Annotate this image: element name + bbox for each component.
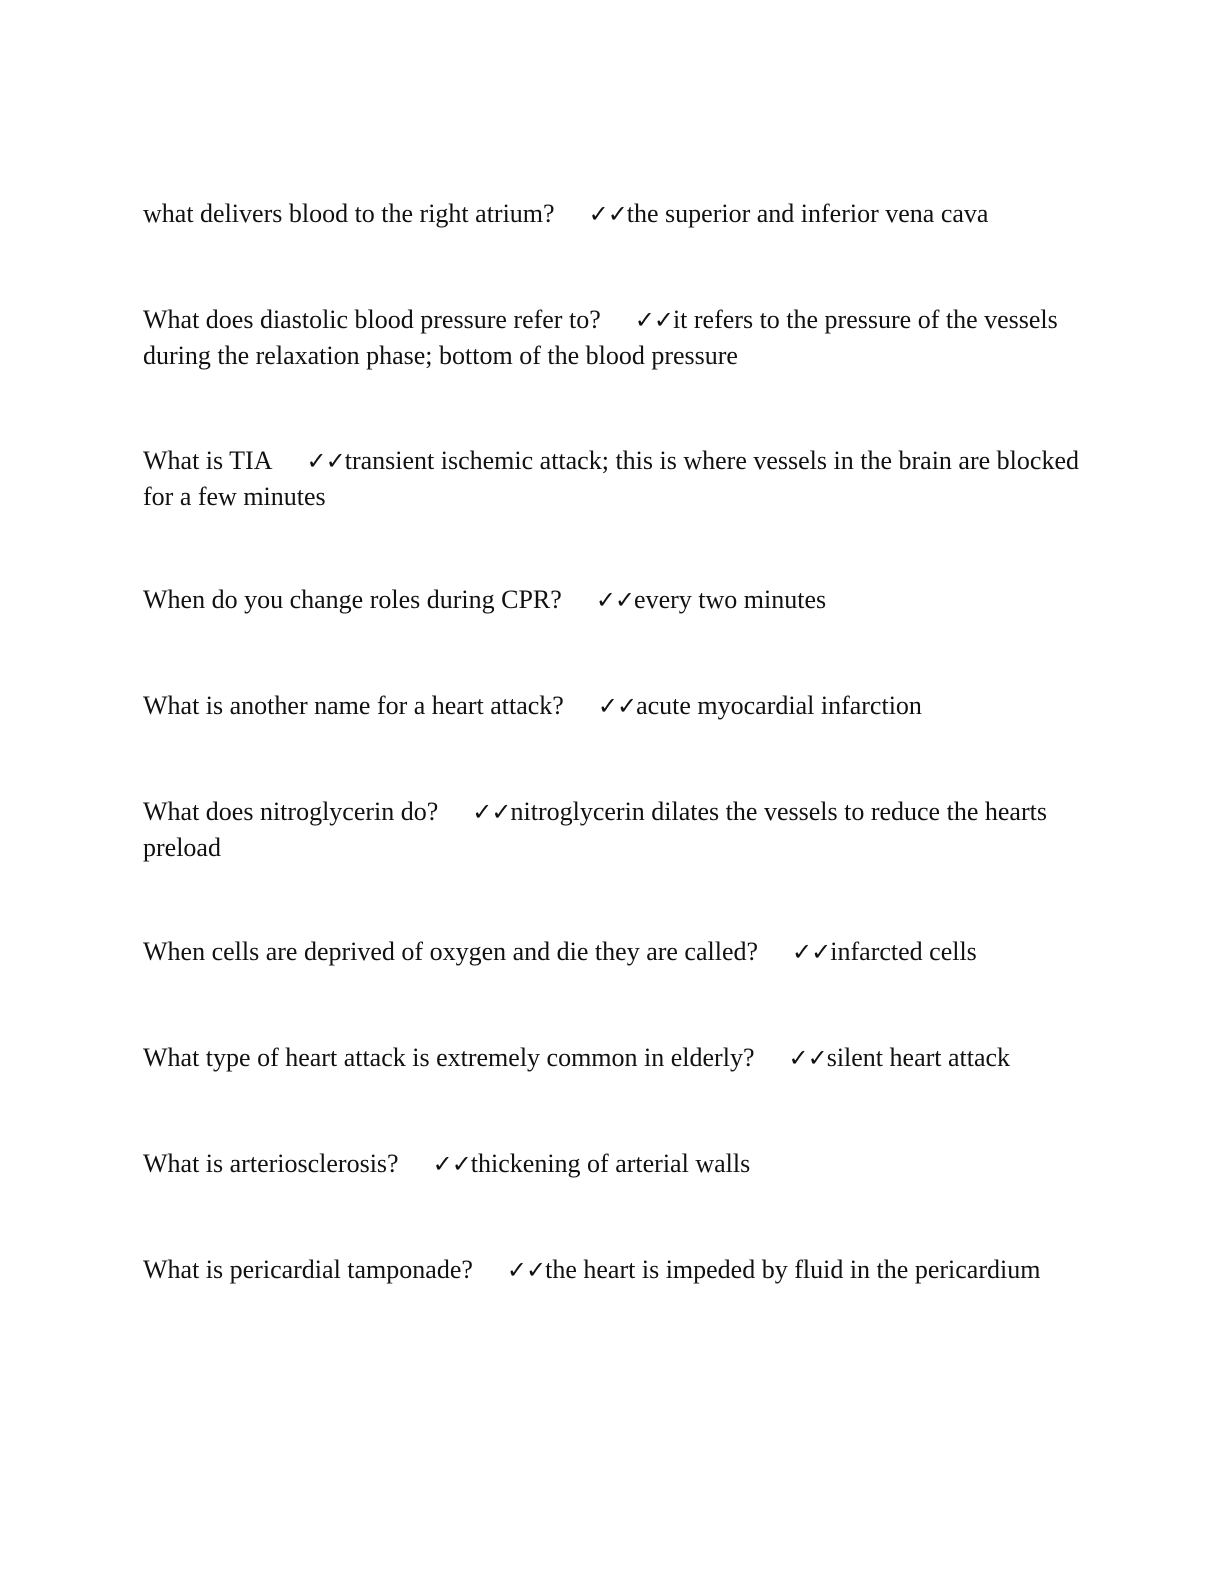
qa-item <box>143 1040 1083 1076</box>
answer-text: silent heart attack <box>826 1043 1011 1072</box>
qa-item <box>143 1252 1083 1288</box>
question-text: What does nitroglycerin do? <box>143 797 439 826</box>
qa-item <box>143 302 1083 373</box>
qa-item <box>143 443 1083 514</box>
double-check-icon: ✓✓ <box>588 200 627 228</box>
answer-text: transient ischemic attack; this is where vessels in the brain are blocked for a few minutes <box>143 446 1079 511</box>
double-check-icon: ✓✓ <box>597 692 637 720</box>
double-check-icon: ✓✓ <box>472 798 511 826</box>
qa-item <box>143 196 1083 232</box>
qa-item <box>143 794 1083 865</box>
double-check-icon: ✓✓ <box>792 938 831 966</box>
double-check-icon: ✓✓ <box>595 586 635 614</box>
question-text: what delivers blood to the right atrium? <box>143 199 555 228</box>
qa-item <box>143 934 1083 970</box>
qa-item <box>143 688 1083 724</box>
question-text: What is another name for a heart attack? <box>143 691 564 720</box>
answer-text: nitroglycerin dilates the vessels to reduce the hearts preload <box>143 797 1047 862</box>
question-text: What type of heart attack is extremely common in elderly? <box>143 1043 755 1072</box>
question-text: What is pericardial tamponade? <box>143 1255 473 1284</box>
question-text: What is TIA <box>143 446 273 475</box>
question-text: When cells are deprived of oxygen and die they are called? <box>143 937 759 966</box>
qa-item <box>143 1146 1083 1182</box>
question-text: What is arteriosclerosis? <box>143 1149 399 1178</box>
question-text: When do you change roles during CPR? <box>143 585 562 614</box>
answer-text: infarcted cells <box>830 937 977 966</box>
answer-text: the heart is impeded by fluid in the pericardium <box>545 1255 1041 1284</box>
answer-text: it refers to the pressure of the vessels during the relaxation phase; bottom of the blood pressure <box>143 305 1058 370</box>
answer-text: thickening of arterial walls <box>470 1149 751 1178</box>
answer-text: every two minutes <box>634 585 827 614</box>
answer-text: acute myocardial infarction <box>636 691 922 720</box>
double-check-icon: ✓✓ <box>432 1150 471 1178</box>
double-check-icon: ✓✓ <box>306 447 345 475</box>
qa-item <box>143 582 1083 618</box>
double-check-icon: ✓✓ <box>788 1044 827 1072</box>
double-check-icon: ✓✓ <box>506 1256 546 1284</box>
answer-text: the superior and inferior vena cava <box>626 199 989 228</box>
question-text: What does diastolic blood pressure refer to? <box>143 305 601 334</box>
double-check-icon: ✓✓ <box>634 306 673 334</box>
